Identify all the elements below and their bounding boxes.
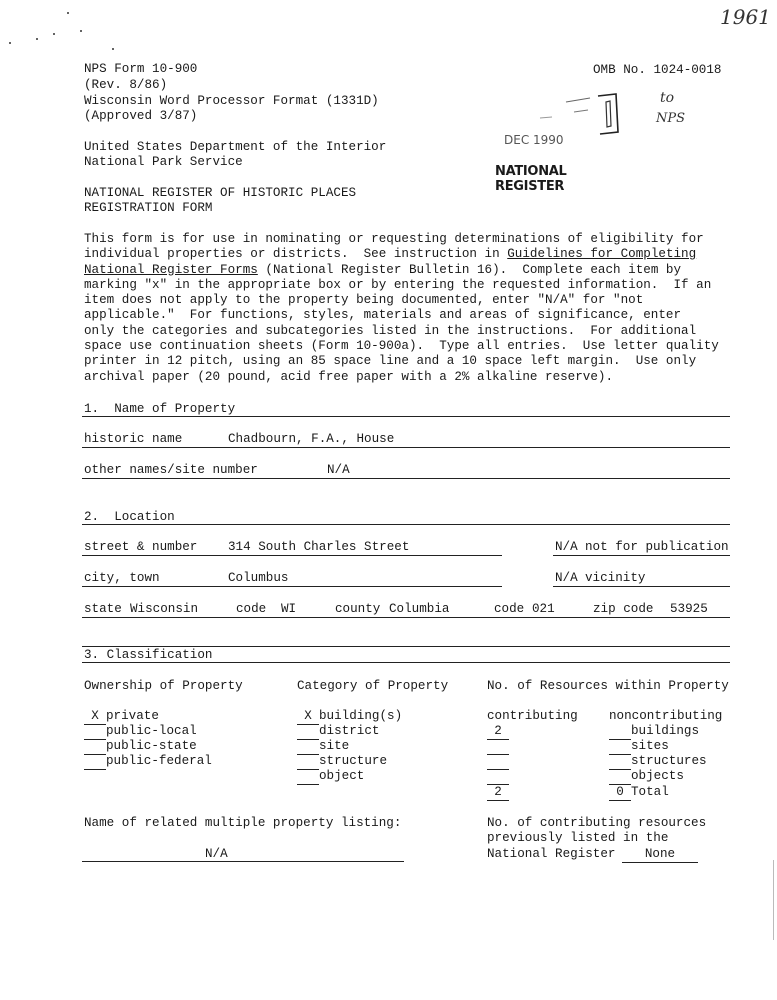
- form-approved: (Approved 3/87): [84, 109, 198, 123]
- registration-form-title: REGISTRATION FORM: [84, 201, 213, 215]
- category-object: [297, 769, 364, 785]
- county-code-value: 021: [532, 602, 555, 616]
- ownership-private: [84, 709, 159, 725]
- department: United States Department of the Interior: [84, 140, 387, 154]
- contributing-blank: [487, 739, 509, 755]
- category-site: [297, 739, 349, 755]
- county-code-label: code: [494, 602, 525, 616]
- category-structure: [297, 754, 387, 770]
- instructions-line: item does not apply to the property being documented, enter "N/A" for "not: [84, 293, 644, 308]
- stamp-register: REGISTER: [495, 179, 565, 194]
- vicinity-mark: N/A: [555, 571, 578, 585]
- contributing-total-value: 2: [487, 785, 509, 801]
- ownership-private-label: private: [106, 709, 159, 723]
- contributing-structures: [487, 754, 509, 770]
- resources-heading: No. of Resources within Property: [487, 679, 729, 693]
- resource-type-sites: sites: [631, 739, 669, 753]
- noncontributing-objects: [609, 769, 684, 785]
- previously-listed-label: previously listed in the: [487, 831, 669, 845]
- state-code-label: code: [236, 602, 267, 616]
- divider: [553, 555, 730, 556]
- historic-name-value: Chadbourn, F.A., House: [228, 432, 395, 446]
- divider: [82, 524, 730, 525]
- contributing-blank: [487, 754, 509, 770]
- divider: [82, 662, 730, 663]
- section-1-heading: 1. Name of Property: [84, 402, 236, 416]
- noncontributing-blank: [609, 754, 631, 770]
- not-for-publication-mark: N/A: [555, 540, 578, 554]
- category-object-label: object: [319, 769, 365, 783]
- instructions-line: space use continuation sheets (Form 10-900a). Type all entries. Use letter quality: [84, 339, 719, 354]
- instructions-line: [84, 247, 732, 262]
- county-label: county: [335, 602, 381, 616]
- noncontributing-sites: [609, 739, 669, 755]
- divider: [82, 646, 730, 647]
- corner-handwritten-number: 1961: [720, 5, 771, 29]
- multiple-listing-label: Name of related multiple property listing:: [84, 816, 402, 830]
- handwritten-note-nps: NPS: [656, 111, 686, 126]
- section-2-heading: 2. Location: [84, 510, 175, 524]
- previously-listed-label: National Register: [487, 847, 616, 861]
- divider: [82, 617, 730, 618]
- ownership-public-state-label: public-state: [106, 739, 197, 753]
- ownership-public-local: [84, 724, 197, 740]
- other-names-value: N/A: [327, 463, 350, 477]
- city-label: city, town: [84, 571, 160, 585]
- contributing-sites: [487, 739, 509, 755]
- divider: [82, 447, 730, 448]
- contributing-blank: [487, 769, 509, 785]
- instructions-line: archival paper (20 pound, acid free paper with a 2% alkaline reserve).: [84, 369, 614, 384]
- stamp-national: NATIONAL: [495, 164, 567, 179]
- ownership-public-state: [84, 739, 197, 755]
- contributing-objects: [487, 769, 509, 785]
- state-label: state: [84, 602, 122, 616]
- instructions-text: (National Register Bulletin 16). Complete each item by: [257, 262, 682, 277]
- vicinity-label: vicinity: [585, 571, 646, 585]
- category-building-label: building(s): [319, 709, 403, 723]
- divider: [82, 416, 730, 417]
- county-value: Columbia: [389, 602, 450, 616]
- forms-title: National Register Forms: [84, 262, 258, 277]
- form-format: Wisconsin Word Processor Format (1331D): [84, 94, 379, 108]
- instructions-text: individual properties or districts. See instruction in: [84, 247, 508, 262]
- category-heading: Category of Property: [297, 679, 449, 693]
- state-code-value: WI: [281, 602, 297, 616]
- ownership-blank: [84, 739, 106, 755]
- instructions-line: only the categories and subcategories listed in the instructions. For additional: [84, 323, 697, 338]
- section-3-heading: 3. Classification: [84, 648, 213, 662]
- street-value: 314 South Charles Street: [228, 540, 410, 554]
- not-for-publication-label: not for publication: [585, 540, 729, 554]
- divider: [82, 478, 730, 479]
- contributing-buildings-value: 2: [487, 724, 509, 740]
- omb-number: OMB No. 1024-0018: [593, 63, 722, 77]
- instructions-paragraph: [84, 232, 732, 385]
- form-number: NPS Form 10-900: [84, 62, 198, 76]
- category-district-label: district: [319, 724, 380, 738]
- category-site-label: site: [319, 739, 350, 753]
- contributing-total: [487, 785, 509, 801]
- zip-label: zip code: [593, 602, 654, 616]
- ownership-public-federal-label: public-federal: [106, 754, 212, 768]
- instructions-line: printer in 12 pitch, using an 85 space line and a 10 space left margin. Use only: [84, 354, 697, 369]
- resource-type-buildings: buildings: [631, 724, 700, 738]
- speck: [112, 48, 114, 50]
- instructions-line: marking "x" in the appropriate box or by entering the requested information. If an: [84, 277, 712, 292]
- instructions-line: [84, 263, 732, 278]
- scan-edge-mark: [773, 860, 774, 940]
- instructions-line: This form is for use in nominating or requesting determinations of eligibility for: [84, 232, 704, 246]
- ownership-blank: [84, 724, 106, 740]
- divider: [82, 555, 502, 556]
- previously-listed-count: None: [622, 847, 698, 863]
- category-building-mark: X: [297, 709, 319, 725]
- contributing-label: contributing: [487, 709, 578, 723]
- historic-name-label: historic name: [84, 432, 183, 446]
- ownership-blank: [84, 754, 106, 770]
- state-value: Wisconsin: [130, 602, 199, 616]
- noncontributing-buildings: [609, 724, 699, 740]
- form-revision: (Rev. 8/86): [84, 78, 168, 92]
- street-label: street & number: [84, 540, 198, 554]
- category-blank: [297, 754, 319, 770]
- speck: [80, 30, 82, 32]
- contributing-buildings: [487, 724, 509, 740]
- category-building: [297, 709, 402, 725]
- ownership-public-federal: [84, 754, 212, 770]
- previously-listed-label: No. of contributing resources: [487, 816, 707, 830]
- category-blank: [297, 769, 319, 785]
- noncontributing-label: noncontributing: [609, 709, 723, 723]
- instructions-line: applicable." For functions, styles, materials and areas of significance, enter: [84, 308, 682, 323]
- multiple-listing-value: N/A: [205, 847, 228, 861]
- ownership-public-local-label: public-local: [106, 724, 197, 738]
- noncontributing-structures: [609, 754, 707, 770]
- category-district: [297, 724, 379, 740]
- other-names-label: other names/site number: [84, 463, 258, 477]
- city-value: Columbus: [228, 571, 289, 585]
- ownership-heading: Ownership of Property: [84, 679, 243, 693]
- divider: [553, 586, 730, 587]
- noncontributing-blank: [609, 724, 631, 740]
- register-title: NATIONAL REGISTER OF HISTORIC PLACES: [84, 186, 357, 200]
- resource-type-structures: structures: [631, 754, 707, 768]
- zip-value: 53925: [670, 602, 708, 616]
- service: National Park Service: [84, 155, 243, 169]
- speck: [36, 38, 38, 40]
- category-blank: [297, 739, 319, 755]
- guidelines-title: Guidelines for Completing: [507, 247, 697, 262]
- speck: [67, 12, 69, 14]
- noncontributing-blank: [609, 769, 631, 785]
- previously-listed-value: [622, 847, 698, 863]
- speck: [53, 33, 55, 35]
- resource-type-total: Total: [631, 785, 669, 799]
- handwritten-note-to: to: [660, 90, 675, 106]
- category-blank: [297, 724, 319, 740]
- stamp-date: DEC 1990: [504, 133, 564, 147]
- noncontributing-total-value: 0: [609, 785, 631, 801]
- speck: [9, 42, 11, 44]
- noncontributing-total: [609, 785, 669, 801]
- divider: [82, 861, 404, 862]
- category-structure-label: structure: [319, 754, 388, 768]
- divider: [82, 586, 502, 587]
- noncontributing-blank: [609, 739, 631, 755]
- resource-type-objects: objects: [631, 769, 684, 783]
- ownership-private-mark: X: [84, 709, 106, 725]
